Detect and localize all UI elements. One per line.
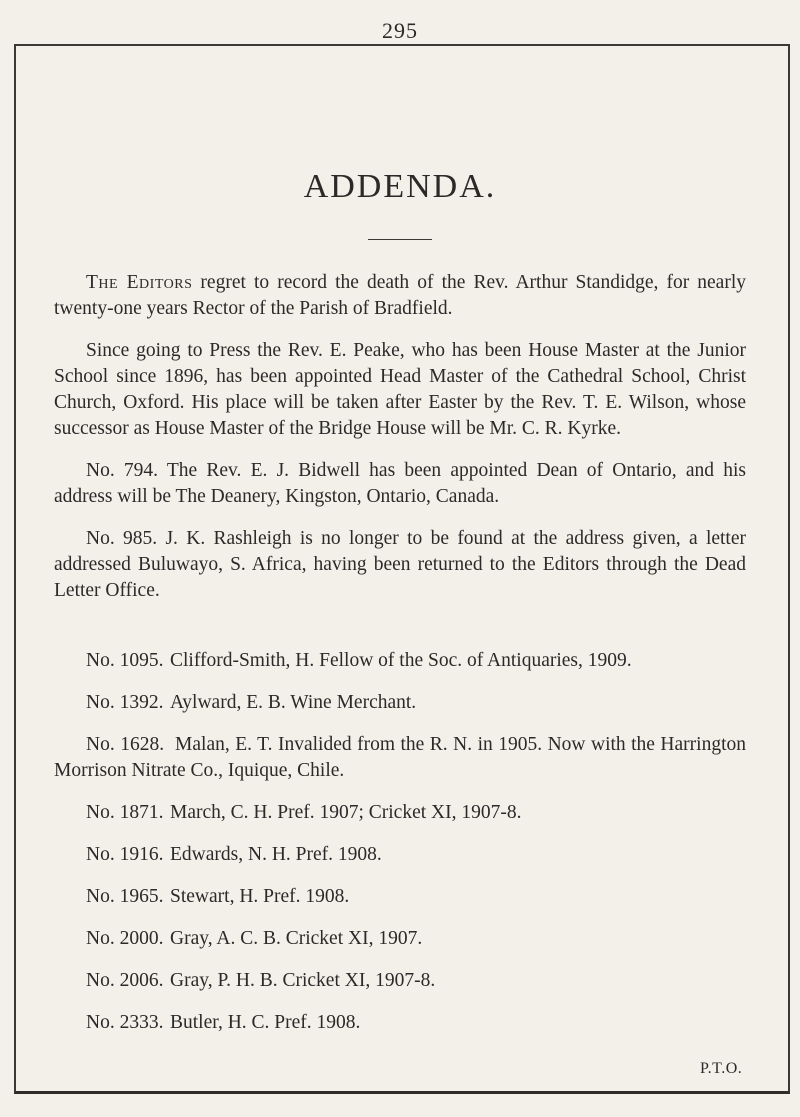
- list-item: [86, 800, 746, 826]
- entry-text: Clifford-Smith, H. Fellow of the Soc. of Antiquaries, 1909.: [170, 650, 632, 671]
- paragraph-text: regret to record the death of the Rev. Arthur Standidge, for nearly twenty-one years Rector of the Parish of Bradfield.: [54, 272, 746, 319]
- entry-text: Butler, H. C. Pref. 1908.: [170, 1012, 361, 1033]
- entry-number: No. 2000.: [86, 928, 164, 949]
- entry-number: No. 2006.: [86, 970, 164, 991]
- addenda-paragraphs: [54, 270, 746, 620]
- list-item: [86, 926, 746, 952]
- list-item: [86, 884, 746, 910]
- entry-paragraph: [54, 732, 746, 784]
- entry-text: March, C. H. Pref. 1907; Cricket XI, 1907-8.: [170, 802, 522, 823]
- list-item: [86, 968, 746, 994]
- entry-text: Gray, A. C. B. Cricket XI, 1907.: [170, 928, 423, 949]
- entry-text: Aylward, E. B. Wine Merchant.: [170, 692, 417, 713]
- entry-text: Stewart, H. Pref. 1908.: [170, 886, 350, 907]
- entry-number: No. 2333.: [86, 1012, 164, 1033]
- list-item-wrapped: [54, 732, 746, 784]
- title-divider: [368, 239, 432, 240]
- list-item: [86, 648, 746, 674]
- entry-text: Gray, P. H. B. Cricket XI, 1907-8.: [170, 970, 436, 991]
- paragraph-lead-small-caps: The Editors: [86, 272, 193, 293]
- list-item: [86, 690, 746, 716]
- entry-text: Malan, E. T. Invalided from the R. N. in 1905. Now with the Harrington Morrison Nitrate Co., Iquique, Chile.: [54, 734, 746, 781]
- page-title: ADDENDA.: [303, 168, 497, 205]
- list-item: [86, 1010, 746, 1036]
- entry-text: Edwards, N. H. Pref. 1908.: [170, 844, 382, 865]
- paragraph-no-794: No. 794. The Rev. E. J. Bidwell has been appointed Dean of Ontario, and his address will be The Deanery, Kingston, Ontario, Canada.: [54, 460, 746, 507]
- paragraph-peake-appointment: Since going to Press the Rev. E. Peake, who has been House Master at the Junior School since 1896, has been appointed Head Master of the Cathedral School, Christ Church, Oxford. His place will be taken after Easter by the Rev. T. E. Wilson, whose successor as House Master of the Bridge House will be Mr. C. R. Kyrke.: [54, 340, 746, 439]
- paragraph-no-985: No. 985. J. K. Rashleigh is no longer to be found at the address given, a letter addressed Buluwayo, S. Africa, having been returned to the Editors through the Dead Letter Office.: [54, 528, 746, 601]
- entries-list-continued: [86, 800, 746, 1052]
- entry-number: No. 1916.: [86, 844, 164, 865]
- entry-number: No. 1095.: [86, 650, 164, 671]
- pto-footer: P.T.O.: [700, 1060, 743, 1077]
- list-item: [86, 842, 746, 868]
- page-number: 295: [382, 18, 418, 43]
- entry-number: No. 1628.: [86, 734, 165, 755]
- entry-number: No. 1965.: [86, 886, 164, 907]
- entry-number: No. 1871.: [86, 802, 164, 823]
- entries-list: [86, 648, 746, 732]
- entry-number: No. 1392.: [86, 692, 164, 713]
- paragraph-editors-notice: [54, 270, 746, 322]
